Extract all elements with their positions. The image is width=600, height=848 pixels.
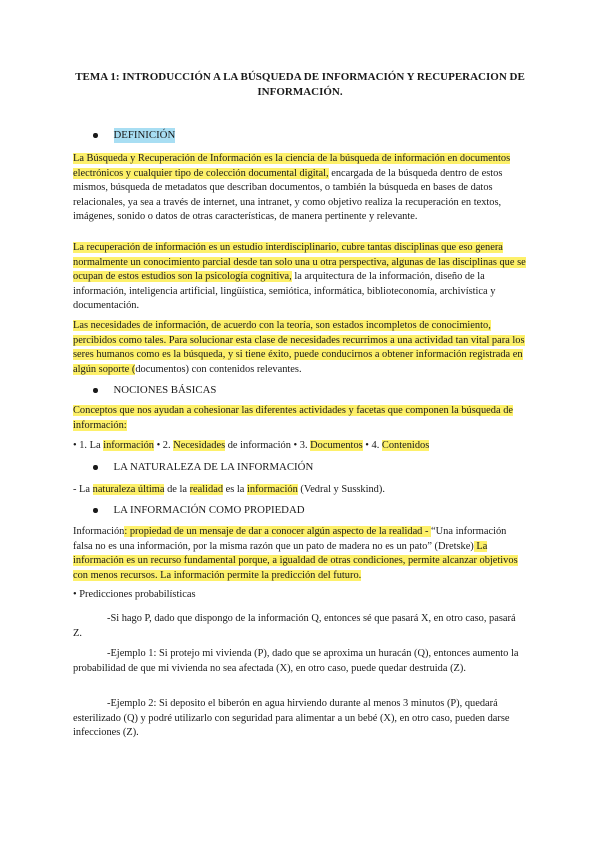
paragraph-interdisciplinario: [73, 241, 527, 314]
body-text: “Una información falsa no es una información, por la misma razón que un pato de madera no es un pato” (Dretske): [73, 526, 507, 552]
body-text: es la: [223, 484, 247, 495]
list-highlight: Documentos: [310, 440, 363, 451]
body-text: Información: [73, 526, 125, 537]
highlight-text: naturaleza última: [92, 484, 165, 495]
highlight-text: realidad: [189, 484, 224, 495]
highlight-text: La información es un recurso fundamental porque, a igualdad de otras condiciones, permite alcanzar objetivos con menos recursos. La información permite la predicción del futuro.: [73, 540, 518, 581]
highlight-text: información: [247, 484, 298, 495]
paragraph-conceptos: [73, 404, 527, 433]
list-text: • 4.: [362, 440, 382, 451]
bullet-dot: [93, 508, 98, 513]
predicciones-heading: • Predicciones probabilísticas: [73, 589, 196, 600]
highlight-text: La recuperación de información es un estudio interdisciplinario, cubre tantas disciplinas que eso genera normalmente un conocimiento parcial desde tan solo una u otra perspectiva, algunas de las disciplinas que se ocupan de estos estudios son la psicología cognitiva,: [73, 242, 526, 283]
section-heading-propiedad: [93, 503, 305, 518]
body-text: - La: [73, 484, 93, 495]
section-heading-definicion: [93, 128, 175, 143]
body-text: de la: [164, 484, 190, 495]
paragraph-naturaleza: [73, 483, 527, 498]
list-text: de información • 3.: [225, 440, 311, 451]
list-highlight: Necesidades: [173, 440, 226, 451]
section-heading-nociones: [93, 383, 216, 398]
prediction-example-2: -Ejemplo 2: Si deposito el biberón en agua hirviendo durante al menos 3 minutos (P), quedará esterilizado (Q) y podré utilizarlo con seguridad para alimentar a un bebé (X), en otro caso, pueden darse infecciones (Z).: [73, 698, 510, 739]
heading-text: DEFINICIÓN: [113, 129, 176, 141]
paragraph-necesidades: [73, 319, 527, 377]
heading-text: NOCIONES BÁSICAS: [113, 384, 217, 396]
section-heading-naturaleza: [93, 460, 313, 475]
paragraph-propiedad: [73, 525, 527, 583]
highlight-text: Las necesidades de información, de acuerdo con la teoría, son estados incompletos de conocimiento, percibidos como tales. Para solucionar esta clase de necesidades recurrimos a una actividad tan vital para los seres humanos como es la búsqueda, y si tiene éxito, puede conducirnos a obtener información registrada en algún soporte (: [73, 320, 525, 375]
list-highlight: Contenidos: [381, 440, 430, 451]
highlight-text: : propiedad de un mensaje de dar a conocer algún aspecto de la realidad -: [124, 526, 432, 537]
prediction-rule: -Si hago P, dado que dispongo de la información Q, entonces sé que pasará X, en otro caso, pasará Z.: [73, 613, 516, 639]
bullet-dot: [93, 388, 98, 393]
list-highlight: información: [103, 440, 154, 451]
bullet-dot: [93, 465, 98, 470]
heading-text: LA NATURALEZA DE LA INFORMACIÓN: [113, 461, 314, 473]
concept-list: [73, 439, 527, 454]
body-text: la arquitectura de la información, diseño de la información, inteligencia artificial, lingüística, semiótica, informática, biblioteconomía, archivística y documentación.: [73, 271, 496, 312]
heading-text: LA INFORMACIÓN COMO PROPIEDAD: [113, 504, 305, 516]
body-text: encargada de la búsqueda dentro de estos mismos, búsqueda de metadatos que describan documentos, o también la búsqueda en bases de datos relacionales, ya sea a través de internet, una intranet, y como objetivo realiza la recuperación en textos, imágenes, sonido o datos de otras características, de manera pertinente y relevante.: [73, 167, 503, 223]
highlight-text: Conceptos que nos ayudan a cohesionar las diferentes actividades y facetas que componen la búsqueda de información:: [73, 405, 514, 431]
highlight-text: La Búsqueda y Recuperación de Información es la ciencia de la búsqueda de información en documentos electrónicos y cualquier tipo de colección documental digital,: [73, 153, 511, 179]
list-text: • 2.: [153, 440, 174, 451]
page-title: TEMA 1: INTRODUCCIÓN A LA BÚSQUEDA DE INFORMACIÓN Y RECUPERACION DE INFORMACIÓN.: [75, 71, 525, 98]
list-text: • 1. La: [73, 440, 104, 451]
prediction-example-1: -Ejemplo 1: Si protejo mi vivienda (P), dado que se aproxima un huracán (Q), entonces aumento la probabilidad de que mi vivienda no sea afectada (X), en otro caso, puede quedar destruida (Z).: [73, 648, 519, 674]
body-text: (Vedral y Susskind).: [297, 484, 385, 495]
bullet-dot: [93, 133, 98, 138]
body-text: documentos) con contenidos relevantes.: [135, 363, 302, 375]
paragraph-definicion: [73, 152, 527, 225]
